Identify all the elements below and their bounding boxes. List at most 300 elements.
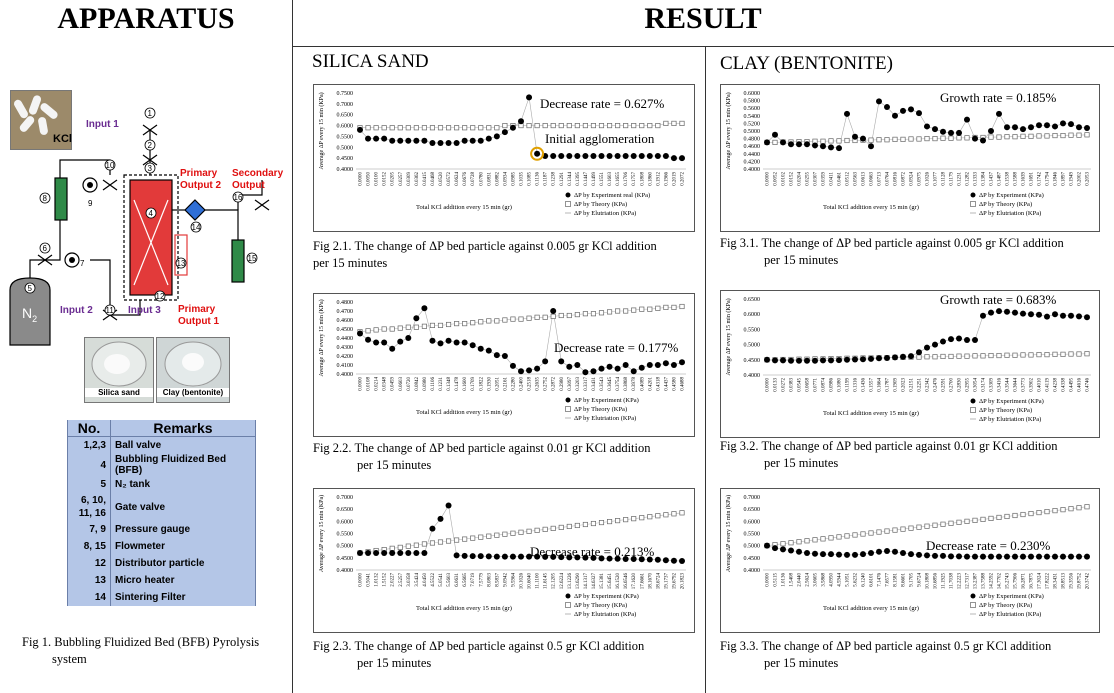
x-tick-label: 0.3309 xyxy=(989,378,995,392)
experiment-point xyxy=(932,342,938,348)
x-tick-label: 9.1705 xyxy=(909,573,915,587)
theory-point xyxy=(382,126,386,130)
theory-point xyxy=(471,536,475,540)
experiment-point xyxy=(948,336,954,342)
theory-point xyxy=(781,542,785,546)
theory-point xyxy=(366,329,370,333)
experiment-point xyxy=(996,111,1002,117)
table-row xyxy=(68,555,256,572)
x-tick-label: 0.1291 xyxy=(559,172,565,186)
theory-point xyxy=(893,137,897,141)
theory-point xyxy=(519,530,523,534)
x-tick-label: 0.2872 xyxy=(551,377,557,391)
experiment-point xyxy=(413,315,419,321)
experiment-point xyxy=(876,98,882,104)
x-tick-label: 0.2251 xyxy=(917,378,923,392)
theory-point xyxy=(845,138,849,142)
y-tick-label: 0.4200 xyxy=(743,159,760,166)
x-tick-label: 0.0980 xyxy=(422,377,428,391)
x-tick-label: 7.6577 xyxy=(885,573,891,587)
caption-3-3: Fig 3.3. The change of ΔP bed particle against 0.5 gr KCl addition per 15 minutes xyxy=(720,639,1052,670)
experiment-point xyxy=(1084,554,1090,560)
experiment-point xyxy=(486,136,492,142)
x-tick-label: 13.1226 xyxy=(567,573,573,590)
experiment-point xyxy=(381,550,387,556)
experiment-point xyxy=(365,136,371,142)
caption-3-1: Fig 3.1. The change of ΔP bed particle against 0.005 gr KCl addition per 15 minutes xyxy=(720,236,1064,267)
x-tick-label: 12.6224 xyxy=(559,573,565,590)
theory-point xyxy=(527,123,531,127)
theory-point xyxy=(1037,134,1041,138)
experiment-point xyxy=(908,106,914,112)
x-axis-label: Total KCl addition every 15 min (gr) xyxy=(416,605,512,612)
x-tick-label: 0.0512 xyxy=(845,172,851,186)
x-tick-label: 20.1823 xyxy=(680,573,686,590)
experiment-point xyxy=(405,138,411,144)
theory-point xyxy=(487,534,491,538)
experiment-point xyxy=(828,357,834,363)
y-axis-label: Average ΔP every 15 min (KPa) xyxy=(726,494,732,573)
theory-point xyxy=(656,306,660,310)
experiment-point xyxy=(623,362,629,368)
x-tick-label: 7.1476 xyxy=(877,573,883,587)
x-tick-label: 0.1077 xyxy=(933,172,939,186)
experiment-point xyxy=(908,353,914,359)
x-tick-label: 0.0000 xyxy=(358,377,364,391)
theory-point xyxy=(821,139,825,143)
theory-point xyxy=(973,354,977,358)
theory-point xyxy=(567,123,571,127)
x-tick-label: 0.0613 xyxy=(861,172,867,186)
theory-point xyxy=(861,532,865,536)
x-axis-label: Total KCl addition every 15 min (gr) xyxy=(416,204,512,211)
theory-point xyxy=(462,126,466,130)
theory-point xyxy=(672,305,676,309)
experiment-point xyxy=(988,128,994,134)
experiment-point xyxy=(518,118,524,124)
experiment-point xyxy=(844,357,850,363)
x-tick-label: 0.2161 xyxy=(503,377,509,391)
experiment-point xyxy=(836,552,842,558)
experiment-point xyxy=(357,550,363,556)
experiment-point xyxy=(836,357,842,363)
experiment-point xyxy=(900,354,906,360)
legend-experiment-marker xyxy=(971,193,976,198)
experiment-point xyxy=(780,546,786,552)
x-tick-label: 10.6856 xyxy=(933,573,939,590)
table-cell-remarks: Sintering Filter xyxy=(111,589,256,606)
x-tick-label: 0.0257 xyxy=(398,172,404,186)
y-tick-label: 0.7000 xyxy=(743,495,760,501)
x-tick-label: 0.1557 xyxy=(869,378,875,392)
y-tick-label: 0.5500 xyxy=(743,327,760,334)
x-tick-label: 13.6290 xyxy=(575,573,581,590)
theory-point xyxy=(632,308,636,312)
experiment-point xyxy=(1044,554,1050,560)
result-heading: RESULT xyxy=(644,2,762,35)
theory-point xyxy=(454,321,458,325)
experiment-point xyxy=(924,345,930,351)
x-tick-label: 0.0348 xyxy=(382,377,388,391)
experiment-point xyxy=(454,340,460,346)
y-axis-label: Average ΔP every 15 min (KPa) xyxy=(319,299,325,377)
x-tick-label: 0.3773 xyxy=(1021,378,1027,392)
experiment-point xyxy=(631,368,637,374)
experiment-point xyxy=(1060,313,1066,319)
experiment-point xyxy=(972,136,978,142)
experiment-point xyxy=(892,354,898,360)
theory-point xyxy=(672,512,676,516)
experiment-point xyxy=(980,138,986,144)
experiment-point xyxy=(526,367,532,373)
experiment-point xyxy=(599,366,605,372)
experiment-point xyxy=(494,554,500,560)
theory-point xyxy=(933,355,937,359)
x-tick-label: 0.0764 xyxy=(885,172,891,186)
theory-point xyxy=(917,137,921,141)
table-cell-remarks: N₂ tank xyxy=(111,476,256,493)
y-tick-label: 0.4500 xyxy=(336,156,353,163)
theory-point xyxy=(965,519,969,523)
x-tick-label: 8.5837 xyxy=(495,573,501,587)
theory-point xyxy=(623,123,627,127)
theory-point xyxy=(1005,514,1009,518)
theory-point xyxy=(430,541,434,545)
annotation-2-3: Decrease rate = 0.213% xyxy=(530,544,655,559)
experiment-point xyxy=(429,526,435,532)
x-tick-label: 0.1282 xyxy=(965,172,971,186)
x-tick-label: 0.0603 xyxy=(398,377,404,391)
experiment-point xyxy=(900,550,906,556)
y-tick-label: 0.4000 xyxy=(743,167,760,173)
theory-point xyxy=(829,139,833,143)
theory-point xyxy=(1013,513,1017,517)
experiment-point xyxy=(1004,309,1010,315)
x-tick-label: 8.1581 xyxy=(893,573,899,587)
theory-point xyxy=(599,520,603,524)
chart-3-2 xyxy=(720,290,1100,438)
y-tick-label: 0.4600 xyxy=(743,144,760,151)
y-tick-label: 0.6000 xyxy=(743,91,760,97)
experiment-point xyxy=(884,548,890,554)
theory-point xyxy=(471,126,475,130)
x-tick-label: 0.0307 xyxy=(813,172,819,186)
theory-point xyxy=(885,529,889,533)
table-cell-remarks: Gate valve xyxy=(111,493,256,521)
experiment-point xyxy=(671,155,677,161)
experiment-point xyxy=(1036,122,1042,128)
theory-point xyxy=(981,517,985,521)
experiment-point xyxy=(828,144,834,150)
theory-point xyxy=(773,140,777,144)
x-tick-label: 8.0803 xyxy=(487,573,493,587)
theory-point xyxy=(917,355,921,359)
table-cell-no: 13 xyxy=(68,572,111,589)
theory-point xyxy=(1037,352,1041,356)
theory-point xyxy=(877,138,881,142)
experiment-point xyxy=(804,550,810,556)
experiment-point xyxy=(357,127,363,133)
x-tick-label: 0.1691 xyxy=(1029,172,1035,186)
x-tick-label: 0.1808 xyxy=(640,172,646,186)
theory-point xyxy=(591,312,595,316)
theory-point xyxy=(422,542,426,546)
experiment-point xyxy=(478,553,484,559)
x-tick-label: 2.0227 xyxy=(390,573,396,587)
experiment-point xyxy=(772,545,778,551)
x-tick-label: 0.1080 xyxy=(837,378,843,392)
theory-point xyxy=(1061,133,1065,137)
x-tick-label: 18.3431 xyxy=(1053,573,1059,590)
y-tick-label: 0.6000 xyxy=(336,123,353,130)
y-tick-label: 0.5800 xyxy=(743,98,760,105)
x-tick-label: 0.0411 xyxy=(829,172,835,186)
x-tick-label: 0.0108 xyxy=(366,377,372,391)
theory-point xyxy=(575,523,579,527)
theory-point xyxy=(623,517,627,521)
table-cell-no: 8, 15 xyxy=(68,538,111,555)
experiment-point xyxy=(956,336,962,342)
theory-point xyxy=(640,307,644,311)
y-axis-label: Average ΔP every 15 min (KPa) xyxy=(319,494,325,573)
y-tick-label: 0.6000 xyxy=(336,519,353,526)
experiment-point xyxy=(908,551,914,557)
theory-point xyxy=(374,126,378,130)
fig1-caption-line1: Fig 1. Bubbling Fluidized Bed (BFB) Pyrolysis xyxy=(22,635,260,649)
x-axis-label: Total KCl addition every 15 min (gr) xyxy=(823,605,919,612)
theory-point xyxy=(462,537,466,541)
x-tick-label: 16.1520 xyxy=(616,573,622,590)
experiment-point xyxy=(373,550,379,556)
x-tick-label: 0.0102 xyxy=(781,172,787,186)
x-tick-label: 9.5964 xyxy=(511,573,517,587)
x-tick-label: 0.0383 xyxy=(789,378,795,392)
x-tick-label: 14.6327 xyxy=(591,573,597,590)
experiment-point xyxy=(599,153,605,159)
x-tick-label: 0.0100 xyxy=(374,172,380,186)
experiment-point xyxy=(615,153,621,159)
x-tick-label: 16.7875 xyxy=(1029,573,1035,590)
theory-point xyxy=(797,540,801,544)
legend-experiment: ΔP by Experiment (KPa) xyxy=(979,593,1044,600)
x-tick-label: 0.1384 xyxy=(981,172,987,186)
theory-point xyxy=(422,126,426,130)
experiment-point xyxy=(623,153,629,159)
legend-experiment-marker xyxy=(566,193,571,198)
theory-point xyxy=(853,533,857,537)
experiment-point xyxy=(996,554,1002,560)
x-tick-label: 14.1317 xyxy=(583,573,589,590)
x-tick-label: 14.7702 xyxy=(997,573,1003,590)
x-tick-label: 0.3317 xyxy=(583,377,589,391)
theory-point xyxy=(1077,133,1081,137)
y-tick-label: 0.4300 xyxy=(336,345,353,351)
x-tick-label: 0.1912 xyxy=(656,172,662,186)
theory-point xyxy=(454,538,458,542)
experiment-point xyxy=(373,136,379,142)
y-tick-label: 0.4800 xyxy=(336,300,353,306)
theory-point xyxy=(1061,352,1065,356)
x-tick-label: 0.2151 xyxy=(909,378,915,392)
experiment-point xyxy=(494,133,500,139)
theory-point xyxy=(997,515,1001,519)
theory-point xyxy=(615,518,619,522)
theory-point xyxy=(503,123,507,127)
y-tick-label: 0.5500 xyxy=(336,134,353,141)
x-tick-label: 11.6145 xyxy=(543,573,549,590)
x-tick-label: 0.1588 xyxy=(1013,172,1019,186)
x-tick-label: 15.6451 xyxy=(608,573,614,590)
x-tick-label: 16.2871 xyxy=(1021,573,1027,590)
experiment-point xyxy=(980,313,986,319)
experiment-point xyxy=(972,554,978,560)
silica-sand-heading: SILICA SAND xyxy=(312,51,429,72)
theory-point xyxy=(648,123,652,127)
annotation-2-1-agglomeration: Initial agglomeration xyxy=(545,131,655,146)
y-tick-label: 0.4800 xyxy=(743,136,760,143)
theory-point xyxy=(559,525,563,529)
theory-point xyxy=(1021,134,1025,138)
legend-theory-marker xyxy=(971,202,976,207)
y-tick-label: 0.6500 xyxy=(743,297,760,303)
experiment-point xyxy=(1060,120,1066,126)
label-num-3: 3 xyxy=(147,164,152,173)
experiment-point xyxy=(486,553,492,559)
legend-theory-marker xyxy=(566,407,571,412)
theory-point xyxy=(1053,508,1057,512)
experiment-point xyxy=(796,549,802,555)
experiment-point xyxy=(373,340,379,346)
x-tick-label: 0.1436 xyxy=(861,378,867,392)
theory-point xyxy=(503,318,507,322)
theory-point xyxy=(406,126,410,130)
experiment-point xyxy=(478,346,484,352)
experiment-point xyxy=(964,117,970,123)
legend-theory-marker xyxy=(971,408,976,413)
experiment-point xyxy=(381,340,387,346)
experiment-point xyxy=(671,558,677,564)
experiment-point xyxy=(438,340,444,346)
x-tick-label: 0.1447 xyxy=(583,172,589,186)
theory-point xyxy=(446,539,450,543)
x-tick-label: 0.1128 xyxy=(941,172,947,186)
x-tick-label: 13.7588 xyxy=(981,573,987,590)
theory-point xyxy=(941,136,945,140)
x-tick-label: 0.4338 xyxy=(1061,378,1067,392)
x-tick-label: 6.0631 xyxy=(455,573,461,587)
theory-point xyxy=(925,524,929,528)
experiment-point xyxy=(876,355,882,361)
theory-point xyxy=(398,326,402,330)
theory-point xyxy=(989,516,993,520)
legend-experiment: ΔP by Experiment (KPa) xyxy=(979,398,1044,405)
experiment-point xyxy=(1068,554,1074,560)
theory-point xyxy=(648,515,652,519)
experiment-point xyxy=(446,140,452,146)
theory-point xyxy=(575,123,579,127)
x-tick-label: 0.2591 xyxy=(941,378,947,392)
theory-point xyxy=(615,123,619,127)
x-tick-label: 0.2635 xyxy=(535,377,541,391)
theory-point xyxy=(1013,353,1017,357)
theory-point xyxy=(551,123,555,127)
theory-point xyxy=(575,312,579,316)
experiment-point xyxy=(1020,554,1026,560)
y-axis-label: Average ΔP every 15 min (KPa) xyxy=(319,92,325,170)
x-tick-label: 0.2342 xyxy=(925,378,931,392)
x-tick-label: 0.1035 xyxy=(519,172,525,186)
experiment-point xyxy=(655,153,661,159)
x-tick-label: 0.0934 xyxy=(503,172,509,186)
x-axis-label: Total KCl addition every 15 min (gr) xyxy=(823,410,919,417)
theory-point xyxy=(430,323,434,327)
x-tick-label: 0.1742 xyxy=(1037,172,1043,186)
theory-point xyxy=(390,327,394,331)
label-num-4: 4 xyxy=(148,209,153,218)
experiment-point xyxy=(844,552,850,558)
theory-point xyxy=(430,126,434,130)
theory-point xyxy=(471,321,475,325)
experiment-point xyxy=(788,358,794,364)
experiment-point xyxy=(940,129,946,135)
remarks-table-header xyxy=(68,420,256,437)
experiment-point xyxy=(518,368,524,374)
theory-point xyxy=(551,526,555,530)
x-tick-label: 3.0605 xyxy=(813,573,819,587)
x-tick-label: 1.5152 xyxy=(382,573,388,587)
x-tick-label: 0.0816 xyxy=(893,172,899,186)
table-row xyxy=(68,493,256,521)
caption-3-2: Fig 3.2. The change of ΔP bed particle against 0.01 gr KCl addition per 15 minutes xyxy=(720,439,1058,470)
legend-theory: ΔP by Theory (KPa) xyxy=(574,201,628,208)
chart-3-1 xyxy=(720,84,1100,232)
experiment-point xyxy=(582,153,588,159)
theory-point xyxy=(821,537,825,541)
label-num-15: 15 xyxy=(247,254,257,263)
clay-photo xyxy=(156,337,230,403)
theory-point xyxy=(543,315,547,319)
experiment-point xyxy=(948,553,954,559)
clay-photo-label: Clay (bentonite) xyxy=(157,388,229,397)
theory-point xyxy=(599,311,603,315)
x-tick-label: 0.0624 xyxy=(455,172,461,186)
experiment-point xyxy=(916,110,922,116)
x-tick-label: 9.6724 xyxy=(917,573,923,587)
x-tick-label: 11.7038 xyxy=(949,573,955,590)
annotation-3-2: Growth rate = 0.683% xyxy=(940,292,1057,307)
chart-2-2 xyxy=(313,293,695,437)
legend-theory: ΔP by Theory (KPa) xyxy=(574,406,628,413)
experiment-point xyxy=(1004,554,1010,560)
experiment-point xyxy=(478,138,484,144)
experiment-point xyxy=(860,551,866,557)
x-tick-label: 0.3431 xyxy=(591,377,597,391)
x-tick-label: 0.1897 xyxy=(1061,172,1067,186)
x-tick-label: 0.3645 xyxy=(608,377,614,391)
theory-point xyxy=(567,524,571,528)
x-tick-label: 4.5522 xyxy=(430,573,436,587)
legend-elutriation: ΔP by Elutriation (KPa) xyxy=(979,416,1042,423)
table-cell-remarks: Flowmeter xyxy=(111,538,256,555)
x-tick-label: 4.0950 xyxy=(829,573,835,587)
experiment-point xyxy=(892,549,898,555)
y-tick-label: 0.5000 xyxy=(336,145,353,152)
theory-point xyxy=(656,514,660,518)
theory-point xyxy=(845,534,849,538)
table-row xyxy=(68,437,256,455)
experiment-point xyxy=(389,346,395,352)
theory-point xyxy=(1045,509,1049,513)
